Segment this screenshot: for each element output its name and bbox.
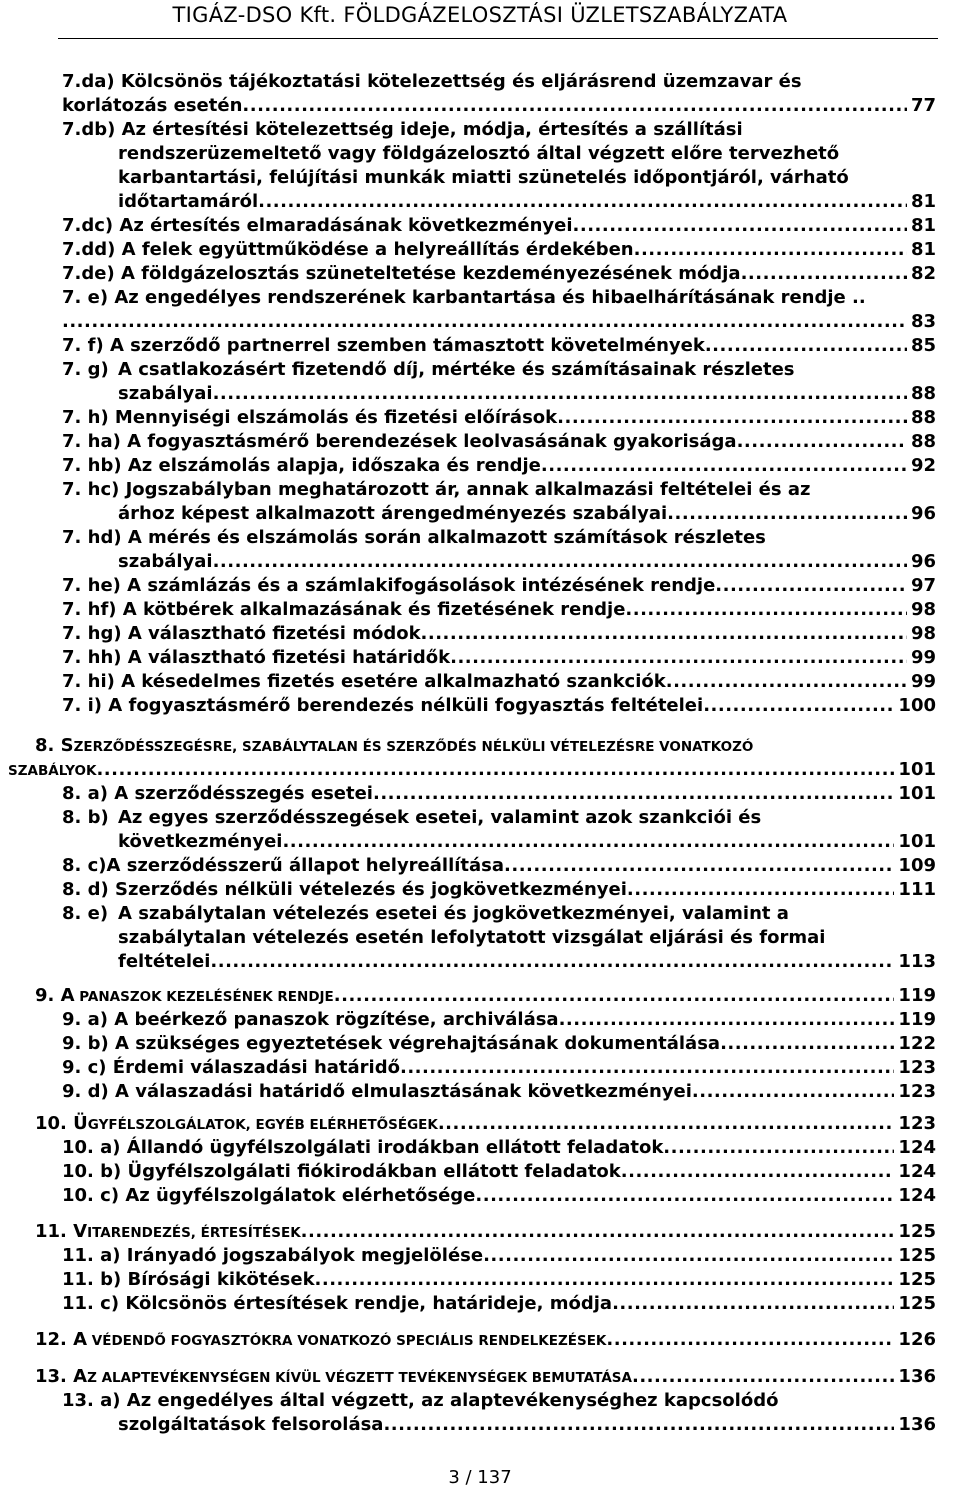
dot-leader bbox=[504, 854, 894, 878]
toc-entry-text: 7.da) Kölcsönös tájékoztatási kötelezettség és eljárásrend üzemzavar és bbox=[62, 71, 802, 92]
toc-page-number: 101 bbox=[898, 831, 936, 852]
dot-leader bbox=[421, 622, 907, 646]
toc-entry-7hf[interactable] bbox=[62, 598, 936, 622]
dot-leader bbox=[210, 950, 894, 974]
toc-entry-text: időtartamáról bbox=[118, 191, 259, 212]
section-heading-text: GYFÉLSZOLGÁLATOK, EGYÉB ELÉRHETŐSÉGEK bbox=[87, 1117, 438, 1133]
toc-entry-text: 8. c)A szerződésszerű állapot helyreállítása bbox=[62, 855, 505, 876]
dot-leader bbox=[483, 1244, 894, 1268]
toc-entry-9a[interactable] bbox=[62, 1008, 936, 1032]
toc-entry-text: 9. c) Érdemi válaszadási határidő bbox=[62, 1057, 400, 1078]
toc-entry-11a[interactable] bbox=[62, 1244, 936, 1268]
dot-leader bbox=[703, 694, 894, 718]
toc-page-number: 136 bbox=[898, 1414, 936, 1435]
toc-entry-7dd[interactable] bbox=[62, 238, 936, 262]
toc-entry-7hc[interactable] bbox=[62, 478, 936, 526]
toc-entry-text: 7. hd) A mérés és elszámolás során alkalmazott számítások részletes bbox=[62, 527, 766, 548]
toc-entry-number: 7. g) bbox=[62, 359, 109, 380]
dot-leader bbox=[720, 1032, 894, 1056]
dot-leader bbox=[315, 1268, 895, 1292]
toc-entry-10[interactable] bbox=[35, 1112, 936, 1136]
dot-leader bbox=[557, 406, 907, 430]
toc-page-number: 126 bbox=[898, 1329, 936, 1350]
toc-page-number: 119 bbox=[898, 1009, 936, 1030]
section-heading-initial: 12. A bbox=[35, 1329, 88, 1350]
toc-page-number: 113 bbox=[898, 951, 936, 972]
toc-entry-7db[interactable] bbox=[62, 118, 936, 214]
dot-leader bbox=[632, 1365, 894, 1389]
toc-entry-text: 7. hh) A választható fizetési határidők bbox=[62, 647, 451, 668]
dot-leader bbox=[559, 1008, 895, 1032]
toc-page-number: 99 bbox=[910, 671, 936, 692]
toc-entry-text: 7. h) Mennyiségi elszámolás és fizetési előírások bbox=[62, 407, 558, 428]
toc-page-number: 109 bbox=[898, 855, 936, 876]
toc-entry-text: 10. b) Ügyfélszolgálati fiókirodákban ellátott feladatok bbox=[62, 1161, 621, 1182]
toc-entry-text: 10. a) Állandó ügyfélszolgálati irodákban ellátott feladatok bbox=[62, 1137, 664, 1158]
dot-leader bbox=[213, 550, 907, 574]
toc-entry-text: 7.dd) A felek együttműködése a helyreállítás érdekében bbox=[62, 239, 634, 260]
toc-entry-12[interactable] bbox=[35, 1328, 936, 1352]
section-heading-initial: 9. A bbox=[35, 985, 75, 1006]
toc-page-number: 97 bbox=[910, 575, 936, 596]
toc-entry-text: 7.db) Az értesítési kötelezettség ideje, módja, értesítés a szállítási bbox=[62, 119, 743, 140]
toc-entry-text: 7. hi) A késedelmes fizetés esetére alkalmazható szankciók bbox=[62, 671, 666, 692]
toc-page-number: 81 bbox=[910, 239, 936, 260]
toc-entry-7f[interactable] bbox=[62, 334, 936, 358]
toc-entry-7g[interactable] bbox=[62, 358, 936, 406]
toc-page-number: 96 bbox=[910, 551, 936, 572]
section-heading-text: VÉDENDŐ FOGYASZTÓKRA VONATKOZÓ SPECIÁLIS RENDELKEZÉSEK bbox=[87, 1333, 607, 1349]
toc-page-number: 100 bbox=[898, 695, 936, 716]
toc-entry-text: 7. e) Az engedélyes rendszerének karbantartása és hibaelhárításának rendje .. bbox=[62, 287, 866, 308]
dot-leader bbox=[663, 1136, 894, 1160]
header-divider bbox=[58, 38, 938, 39]
toc-entry-10c[interactable] bbox=[62, 1184, 936, 1208]
toc-entry-9[interactable] bbox=[35, 984, 936, 1008]
toc-page-number: 111 bbox=[898, 879, 936, 900]
toc-entry-8d[interactable] bbox=[62, 878, 936, 902]
toc-page-number: 81 bbox=[910, 215, 936, 236]
toc-entry-text: rendszerüzemeltető vagy földgázelosztó által végzett előre tervezhető bbox=[118, 143, 840, 164]
toc-entry-text: 7. f) A szerződő partnerrel szemben támasztott követelmények bbox=[62, 335, 705, 356]
toc-entry-8[interactable] bbox=[8, 734, 936, 782]
toc-entry-text: szabályai bbox=[118, 551, 213, 572]
toc-section-heading bbox=[35, 734, 936, 758]
dot-leader bbox=[258, 190, 907, 214]
toc-entry-7ha[interactable] bbox=[62, 430, 936, 454]
toc-entry-text: 7. ha) A fogyasztásmérő berendezések leolvasásának gyakorisága bbox=[62, 431, 737, 452]
dot-leader bbox=[400, 1056, 894, 1080]
dot-leader bbox=[606, 1328, 894, 1352]
toc-entry-text: 9. b) A szükséges egyeztetések végrehajtásának dokumentálása bbox=[62, 1033, 721, 1054]
dot-leader bbox=[96, 758, 894, 782]
toc-entry-7he[interactable] bbox=[62, 574, 936, 598]
toc-page-number: 124 bbox=[898, 1185, 936, 1206]
dot-leader bbox=[438, 1112, 895, 1136]
toc-page-number: 119 bbox=[898, 985, 936, 1006]
dot-leader bbox=[282, 830, 894, 854]
toc-entry-10b[interactable] bbox=[62, 1160, 936, 1184]
page-number: 3 / 137 bbox=[448, 1467, 512, 1488]
toc-entry-text: 9. a) A beérkező panaszok rögzítése, archiválása bbox=[62, 1009, 559, 1030]
toc-page-number: 88 bbox=[910, 383, 936, 404]
toc-page-number: 125 bbox=[898, 1293, 936, 1314]
toc-entry-text: Az egyes szerződésszegések esetei, valamint azok szankciói és bbox=[118, 807, 762, 828]
toc-page-number: 81 bbox=[910, 191, 936, 212]
toc-page-number: 101 bbox=[898, 783, 936, 804]
dot-leader bbox=[334, 984, 895, 1008]
dot-leader bbox=[301, 1220, 895, 1244]
toc-page-number: 82 bbox=[910, 263, 936, 284]
section-heading-text: ZERZŐDÉSSZEGÉSRE, SZABÁLYTALAN ÉS SZERZŐDÉS NÉLKÜLI VÉTELEZÉSRE VONATKOZÓ bbox=[73, 739, 754, 755]
section-heading-initial: 11. V bbox=[35, 1221, 88, 1242]
toc-entry-text: karbantartási, felújítási munkák miatti szünetelés időpontjáról, várható bbox=[118, 167, 849, 188]
dot-leader bbox=[541, 454, 907, 478]
toc-entry-text: 11. b) Bírósági kikötések bbox=[62, 1269, 315, 1290]
toc-page-number: 125 bbox=[898, 1221, 936, 1242]
toc-entry-text: A szabálytalan vételezés esetei és jogkövetkezményei, valamint a bbox=[118, 903, 789, 924]
toc-entry-text: feltételei bbox=[118, 951, 211, 972]
toc-page-number: 99 bbox=[910, 647, 936, 668]
dot-leader bbox=[475, 1184, 894, 1208]
toc-entry-8e[interactable] bbox=[62, 902, 936, 974]
toc-entry-7e[interactable] bbox=[62, 286, 936, 334]
dot-leader bbox=[612, 1292, 894, 1316]
toc-entry-9d[interactable] bbox=[62, 1080, 936, 1104]
toc-entry-7hb[interactable] bbox=[62, 454, 936, 478]
dot-leader bbox=[625, 598, 907, 622]
dot-leader bbox=[627, 878, 895, 902]
toc-entry-text: szabálytalan vételezés esetén lefolytatott vizsgálat eljárási és formai bbox=[118, 927, 826, 948]
toc-entry-text: A csatlakozásért fizetendő díj, mértéke és számításainak részletes bbox=[118, 359, 795, 380]
toc-entry-13[interactable] bbox=[35, 1365, 936, 1389]
toc-entry-7hg[interactable] bbox=[62, 622, 936, 646]
dot-leader bbox=[573, 214, 907, 238]
section-heading-text: ITARENDEZÉS, ÉRTESÍTÉSEK bbox=[87, 1225, 301, 1241]
toc-page-number: 125 bbox=[898, 1245, 936, 1266]
toc-page-number: 98 bbox=[910, 599, 936, 620]
toc-entry-text: 7. he) A számlázás és a számlakifogásolások intézésének rendje bbox=[62, 575, 716, 596]
toc-entry-text: 7.dc) Az értesítés elmaradásának következményei bbox=[62, 215, 573, 236]
toc-entry-9b[interactable] bbox=[62, 1032, 936, 1056]
toc-page-number: 123 bbox=[898, 1057, 936, 1078]
dot-leader bbox=[450, 646, 907, 670]
toc-entry-text: 7.de) A földgázelosztás szüneteltetése kezdeményezésének módja bbox=[62, 263, 741, 284]
toc-page-number: 101 bbox=[898, 759, 936, 780]
toc-page-number: 85 bbox=[910, 335, 936, 356]
toc-page-number: 125 bbox=[898, 1269, 936, 1290]
toc-page-number: 136 bbox=[898, 1366, 936, 1387]
dot-leader bbox=[737, 430, 907, 454]
toc-page-number: 77 bbox=[910, 95, 936, 116]
toc-page-number: 96 bbox=[910, 503, 936, 524]
section-heading-initial: 8. S bbox=[35, 735, 74, 756]
toc-entry-text: 9. d) A válaszadási határidő elmulasztásának következményei bbox=[62, 1081, 692, 1102]
toc-entry-7hh[interactable] bbox=[62, 646, 936, 670]
toc-entry-text: 7. hg) A választható fizetési módok bbox=[62, 623, 421, 644]
toc-entry-8a[interactable] bbox=[62, 782, 936, 806]
page-header: TIGÁZ-DSO Kft. FÖLDGÁZELOSZTÁSI ÜZLETSZABÁLYZATA bbox=[172, 3, 788, 27]
toc-page-number: 83 bbox=[910, 311, 936, 332]
toc-page-number: 123 bbox=[898, 1081, 936, 1102]
toc-entry-8b[interactable] bbox=[62, 806, 936, 854]
dot-leader bbox=[666, 670, 907, 694]
toc-page-number: 88 bbox=[910, 431, 936, 452]
dot-leader bbox=[373, 782, 894, 806]
toc-entry-number: 8. b) bbox=[62, 807, 109, 828]
toc-page-number: 98 bbox=[910, 623, 936, 644]
toc-entry-7da[interactable] bbox=[62, 70, 936, 118]
toc-entry-text: 8. d) Szerződés nélküli vételezés és jogkövetkezményei bbox=[62, 879, 627, 900]
dot-leader bbox=[62, 310, 907, 334]
dot-leader bbox=[213, 382, 907, 406]
toc-entry-7hd[interactable] bbox=[62, 526, 936, 574]
toc-entry-7i[interactable] bbox=[62, 694, 936, 718]
toc-entry-text: 13. a) Az engedélyes által végzett, az alaptevékenységhez kapcsolódó bbox=[62, 1390, 779, 1411]
toc-entry-text: 7. hb) Az elszámolás alapja, időszaka és rendje bbox=[62, 455, 541, 476]
toc-entry-7de[interactable] bbox=[62, 262, 936, 286]
toc-entry-number: 8. e) bbox=[62, 903, 109, 924]
toc-entry-text: következményei bbox=[118, 831, 283, 852]
toc-entry-text: árhoz képest alkalmazott árengedményezés szabályai bbox=[118, 503, 668, 524]
toc-entry-text: szabályai bbox=[118, 383, 213, 404]
toc-entry-11[interactable] bbox=[35, 1220, 936, 1244]
section-heading-initial: 13. A bbox=[35, 1366, 88, 1387]
toc-page-number: 124 bbox=[898, 1137, 936, 1158]
dot-leader bbox=[715, 574, 907, 598]
section-heading-text: PANASZOK KEZELÉSÉNEK RENDJE bbox=[74, 989, 334, 1005]
dot-leader bbox=[634, 238, 907, 262]
toc-entry-7hi[interactable] bbox=[62, 670, 936, 694]
toc-page-number: 123 bbox=[898, 1113, 936, 1134]
toc-page-number: 88 bbox=[910, 407, 936, 428]
dot-leader bbox=[383, 1413, 894, 1437]
section-heading-text: SZABÁLYOK bbox=[8, 763, 97, 779]
toc-entry-10a[interactable] bbox=[62, 1136, 936, 1160]
dot-leader bbox=[741, 262, 907, 286]
dot-leader bbox=[621, 1160, 895, 1184]
toc-entry-text: korlátozás esetén bbox=[62, 95, 243, 116]
toc-entry-8c[interactable] bbox=[62, 854, 936, 878]
toc-entry-text: szolgáltatások felsorolása bbox=[118, 1414, 384, 1435]
dot-leader bbox=[667, 502, 907, 526]
dot-leader bbox=[242, 94, 907, 118]
toc-entry-13a[interactable] bbox=[62, 1389, 936, 1437]
toc-entry-text: 8. a) A szerződésszegés esetei bbox=[62, 783, 373, 804]
dot-leader bbox=[705, 334, 907, 358]
toc-entry-9c[interactable] bbox=[62, 1056, 936, 1080]
toc-entry-11c[interactable] bbox=[62, 1292, 936, 1316]
toc-entry-7h[interactable] bbox=[62, 406, 936, 430]
toc-entry-text: 11. a) Irányadó jogszabályok megjelölése bbox=[62, 1245, 484, 1266]
toc-page-number: 124 bbox=[898, 1161, 936, 1182]
toc-entry-text: 11. c) Kölcsönös értesítések rendje, határideje, módja bbox=[62, 1293, 613, 1314]
toc-entry-text: 7. i) A fogyasztásmérő berendezés nélküli fogyasztás feltételei bbox=[62, 695, 704, 716]
toc-entry-text: 7. hc) Jogszabályban meghatározott ár, annak alkalmazási feltételei és az bbox=[62, 479, 811, 500]
toc-page-number: 122 bbox=[898, 1033, 936, 1054]
toc-entry-7dc[interactable] bbox=[62, 214, 936, 238]
toc-page-number: 92 bbox=[910, 455, 936, 476]
section-heading-initial: 10. Ü bbox=[35, 1113, 88, 1134]
dot-leader bbox=[692, 1080, 895, 1104]
section-heading-text: Z ALAPTEVÉKENYSÉGEN KÍVÜL VÉGZETT TEVÉKENYSÉGEK BEMUTATÁSA bbox=[87, 1370, 632, 1386]
toc-entry-11b[interactable] bbox=[62, 1268, 936, 1292]
toc-entry-text: 7. hf) A kötbérek alkalmazásának és fizetésének rendje bbox=[62, 599, 626, 620]
toc-entry-text: 10. c) Az ügyfélszolgálatok elérhetősége bbox=[62, 1185, 476, 1206]
